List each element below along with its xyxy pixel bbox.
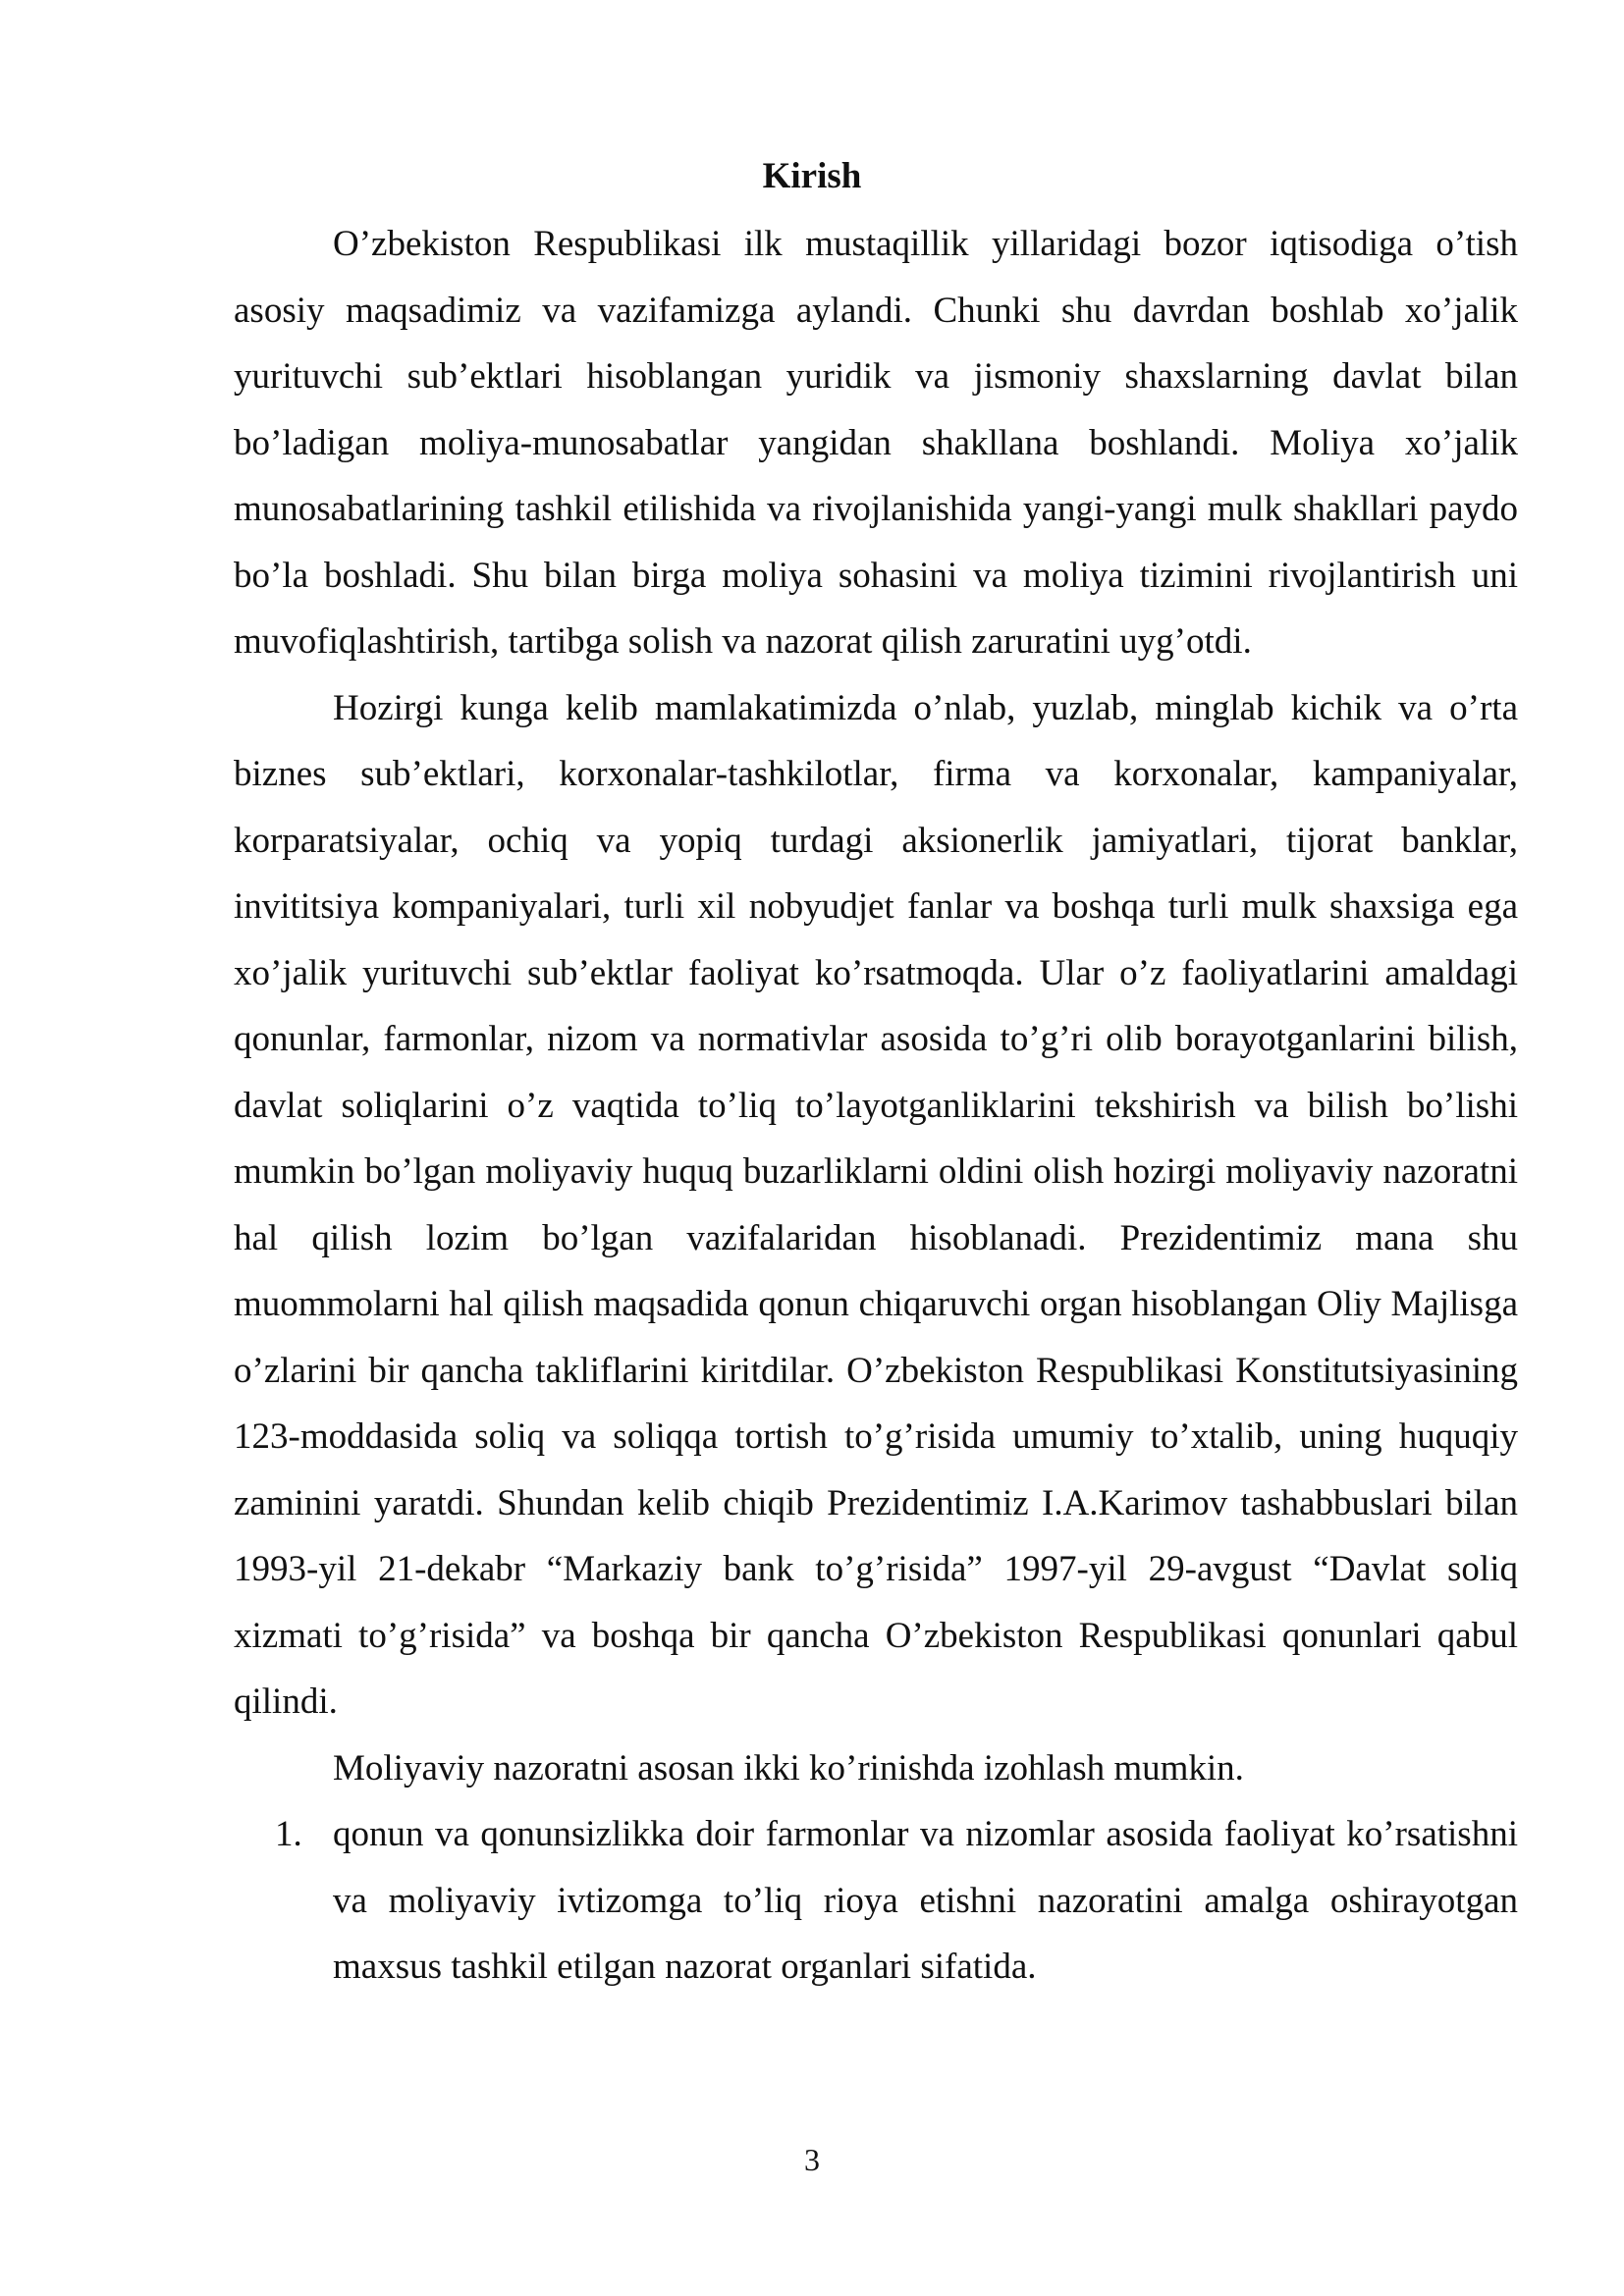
paragraph-control-types: Moliyaviy nazoratni asosan ikki ko’rinishda izohlash mumkin. bbox=[333, 1747, 1244, 1789]
page-title: Kirish bbox=[762, 156, 862, 196]
numbered-list bbox=[234, 1801, 1518, 2001]
paragraph-intro: O’zbekiston Respublikasi ilk mustaqillik yillaridagi bozor iqtisodiga o’tish asosiy maqsadimiz va vazifamizga aylandi. Chunki shu davrdan boshlab xo’jalik yurituvchi sub’ektlari hisoblangan yuridik va jismoniy shaxslarning davlat bilan bo’ladigan moliya-munosabatlar yangidan shakllana boshlandi. Moliya xo’jalik munosabatlarining tashkil etilishida va rivojlanishida yangi-yangi mulk shakllari paydo bo’la boshladi. Shu bilan birga moliya sohasini va moliya tizimini rivojlantirish uni muvofiqlashtirish, tartibga solish va nazorat qilish zaruratini uyg’otdi. bbox=[234, 224, 1518, 662]
list-item-text: qonun va qonunsizlikka doir farmonlar va nizomlar asosida faoliyat ko’rsatishni va moliyaviy ivtizomga to’liq rioya etishni nazoratini amalga oshirayotgan maxsus tashkil etilgan nazorat organlari sifatida. bbox=[333, 1814, 1518, 1987]
list-item-number: 1. bbox=[275, 1814, 302, 1854]
document-body bbox=[234, 211, 1518, 2001]
list-item bbox=[234, 1801, 1518, 2001]
paragraph-current-state: Hozirgi kunga kelib mamlakatimizda o’nlab, yuzlab, minglab kichik va o’rta biznes sub’ektlari, korxonalar-tashkilotlar, firma va korxonalar, kampaniyalar, korparatsiyalar, ochiq va yopiq turdagi aksionerlik jamiyatlari, tijorat banklar, invititsiya kompaniyalari, turli xil nobyudjet fanlar va boshqa turli mulk shaxsiga ega xo’jalik yurituvchi sub’ektlar faoliyat ko’rsatmoqda. Ular o’z faoliyatlarini amaldagi qonunlar, farmonlar, nizom va normativlar asosida to’g’ri olib borayotganlarini bilish, davlat soliqlarini o’z vaqtida to’liq to’layotganliklarini tekshirish va bilish bo’lishi mumkin bo’lgan moliyaviy huquq buzarliklarni oldini olish hozirgi moliyaviy nazoratni hal qilish lozim bo’lgan vazifalaridan hisoblanadi. Prezidentimiz mana shu muommolarni hal qilish maqsadida qonun chiqaruvchi organ hisoblangan Oliy Majlisga o’zlarini bir qancha takliflarini kiritdilar. O’zbekiston Respublikasi Konstitutsiyasining 123-moddasida soliq va soliqqa tortish to’g’risida umumiy to’xtalib, uning huquqiy zaminini yaratdi. Shundan kelib chiqib Prezidentimiz I.A.Karimov tashabbuslari bilan 1993-yil 21-dekabr “Markaziy bank to’g’risida” 1997-yil 29-avgust “Davlat soliq xizmati to’g’risida” va boshqa bir qancha O’zbekiston Respublikasi qonunlari qabul qilindi. bbox=[234, 687, 1518, 1722]
page-number: 3 bbox=[804, 2142, 820, 2177]
